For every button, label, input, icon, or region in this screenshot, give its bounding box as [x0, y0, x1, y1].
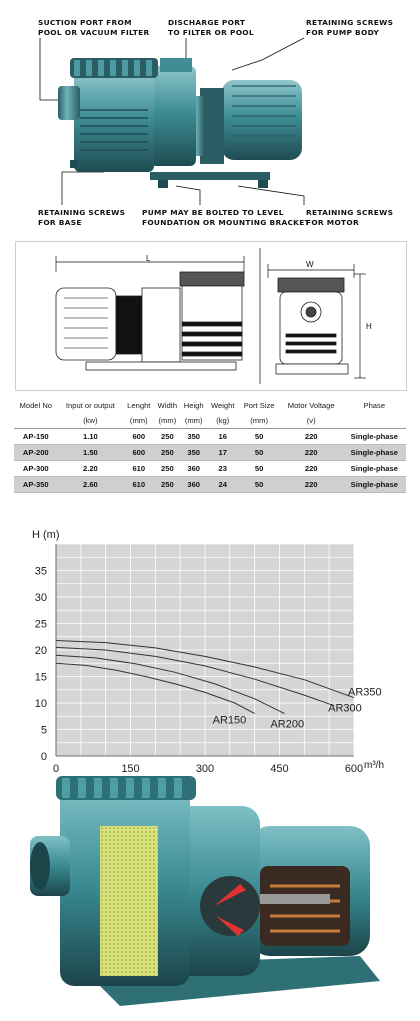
unit-port: (mm) — [238, 413, 279, 429]
cell-input: 1.50 — [58, 445, 124, 461]
series-label-ar150: AR150 — [212, 714, 247, 727]
cell-height: 350 — [180, 429, 207, 445]
cell-length: 600 — [123, 429, 154, 445]
y-tick-label: 5 — [40, 724, 47, 737]
y-tick-label: 30 — [34, 592, 47, 604]
y-tick-label: 0 — [40, 751, 47, 763]
unit-input: (kw) — [58, 413, 124, 429]
series-label-ar200: AR200 — [270, 718, 305, 731]
cell-port: 50 — [238, 429, 279, 445]
unit-width: (mm) — [154, 413, 180, 429]
cell-voltage: 220 — [280, 477, 343, 493]
callout-screws-motor-line2: FOR MOTOR — [306, 218, 359, 227]
callout-discharge-line2: TO FILTER OR POOL — [168, 28, 254, 37]
cell-height: 350 — [180, 445, 207, 461]
callout-screws-base-line1: RETAINING SCREWS — [38, 208, 126, 217]
cell-port: 50 — [238, 461, 279, 477]
series-label-ar350: AR350 — [348, 686, 382, 699]
x-tick-label: 0 — [52, 763, 60, 775]
unit-phase — [343, 413, 406, 429]
cell-length: 600 — [123, 445, 154, 461]
pump-cutaway-photo — [0, 766, 420, 1021]
cell-model: AP-300 — [14, 461, 58, 477]
unit-weight: (kg) — [207, 413, 239, 429]
y-tick-label: 35 — [34, 565, 47, 578]
cell-model: AP-350 — [14, 477, 58, 493]
callout-screws-body-line2: FOR PUMP BODY — [306, 28, 380, 37]
table-row — [14, 445, 406, 461]
cell-input: 1.10 — [58, 429, 124, 445]
pump-front-drawing — [276, 278, 348, 374]
cell-height: 360 — [180, 477, 207, 493]
y-tick-label: 10 — [34, 698, 47, 710]
cell-width: 250 — [154, 461, 180, 477]
unit-height: (mm) — [180, 413, 207, 429]
header-length: Lenght — [127, 401, 151, 410]
table-row — [14, 461, 406, 477]
dimension-W-label: W — [306, 260, 314, 269]
cell-port: 50 — [238, 477, 279, 493]
cell-phase: Single-phase — [343, 445, 406, 461]
dimension-drawings-panel — [15, 241, 407, 391]
cell-model: AP-200 — [14, 445, 58, 461]
header-phase: Phase — [363, 401, 386, 410]
unit-model — [14, 413, 58, 429]
dimension-L-label: L — [146, 254, 151, 263]
x-axis-label: m³/h — [364, 760, 384, 771]
spec-units-row — [14, 413, 406, 429]
spec-header-row — [14, 398, 406, 413]
cell-phase: Single-phase — [343, 429, 406, 445]
unit-length: (mm) — [123, 413, 154, 429]
cell-weight: 17 — [207, 445, 239, 461]
performance-chart — [0, 522, 420, 775]
cell-model: AP-150 — [14, 429, 58, 445]
cell-length: 610 — [123, 477, 154, 493]
cell-width: 250 — [154, 477, 180, 493]
y-tick-label: 20 — [34, 645, 47, 657]
x-tick-label: 300 — [195, 763, 215, 775]
callout-bolted-line1: PUMP MAY BE BOLTED TO LEVEL — [142, 208, 284, 217]
header-model: Model No — [19, 401, 53, 410]
header-port: Port Size — [243, 401, 275, 410]
series-label-ar300: AR300 — [328, 702, 362, 715]
y-axis-label: H (m) — [32, 529, 60, 541]
y-tick-label: 15 — [34, 671, 47, 684]
cell-weight: 24 — [207, 477, 239, 493]
callout-bolted-line2: FOUNDATION OR MOUNTING BRACKET — [142, 218, 310, 227]
x-tick-label: 600 — [344, 763, 364, 775]
header-width: Width — [157, 401, 178, 410]
cell-voltage: 220 — [280, 445, 343, 461]
y-tick-label: 25 — [34, 618, 47, 631]
cell-input: 2.60 — [58, 477, 124, 493]
header-voltage: Motor Voltage — [287, 401, 335, 410]
callout-screws-base-line2: FOR BASE — [38, 218, 82, 227]
callout-discharge-line1: DISCHARGE PORT — [168, 18, 246, 27]
cell-port: 50 — [238, 445, 279, 461]
callout-suction-line1: SUCTION PORT FROM — [38, 18, 132, 27]
cell-height: 360 — [180, 461, 207, 477]
cell-width: 250 — [154, 429, 180, 445]
pump-side-drawing — [56, 272, 244, 370]
cell-voltage: 220 — [280, 429, 343, 445]
cell-width: 250 — [154, 445, 180, 461]
callout-screws-body-line1: RETAINING SCREWS — [306, 18, 394, 27]
cell-voltage: 220 — [280, 461, 343, 477]
dimension-drawings — [16, 242, 406, 390]
table-row — [14, 477, 406, 493]
callout-screws-motor-line1: RETAINING SCREWS — [306, 208, 394, 217]
cell-phase: Single-phase — [343, 461, 406, 477]
cell-phase: Single-phase — [343, 477, 406, 493]
cell-weight: 23 — [207, 461, 239, 477]
header-height: Heigh — [183, 401, 204, 410]
x-tick-label: 450 — [270, 763, 289, 775]
x-tick-label: 150 — [121, 763, 140, 775]
dimension-H-label: H — [366, 322, 372, 331]
table-row — [14, 429, 406, 445]
cell-input: 2.20 — [58, 461, 124, 477]
callout-suction-line2: POOL OR VACUUM FILTER — [38, 28, 150, 37]
pump-illustration — [0, 0, 420, 240]
spec-table — [14, 398, 406, 493]
cell-length: 610 — [123, 461, 154, 477]
pump-illustration-section — [0, 0, 420, 240]
unit-voltage: (v) — [280, 413, 343, 429]
cell-weight: 16 — [207, 429, 239, 445]
header-input: Input or output — [65, 401, 115, 410]
header-weight: Weight — [210, 401, 235, 410]
